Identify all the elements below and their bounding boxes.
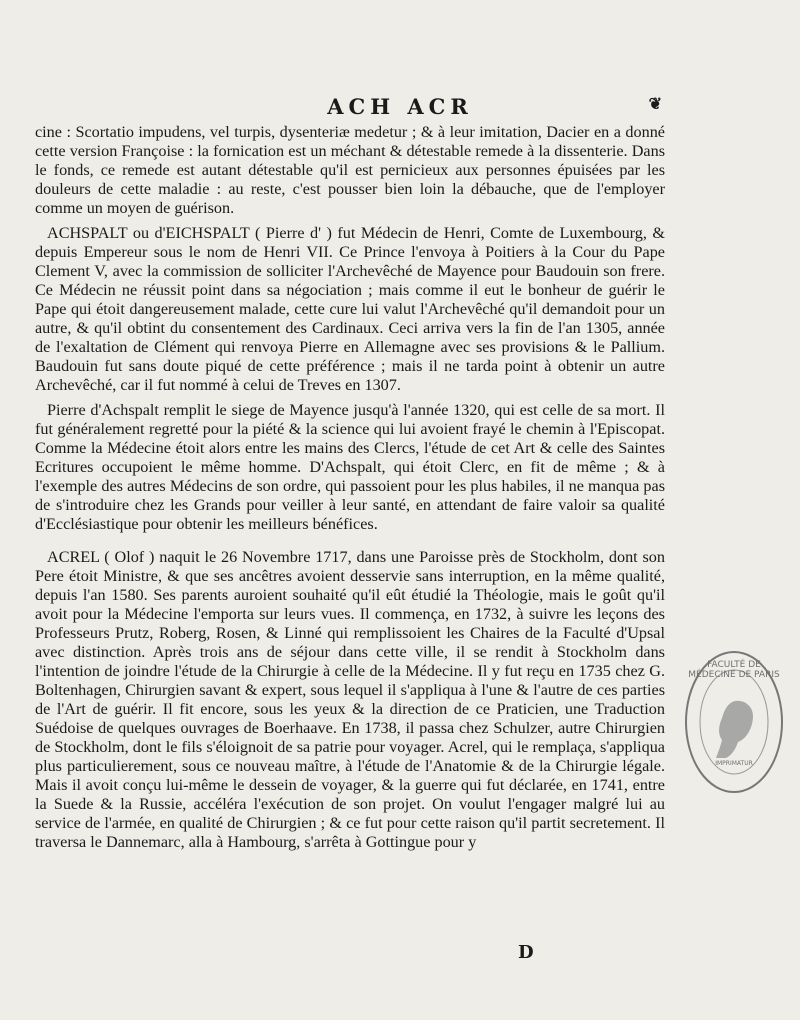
catchword: D [518,942,534,963]
paragraph-achspalt: ACHSPALT ou d'EICHSPALT ( Pierre d' ) fut Médecin de Henri, Comte de Luxembourg, & depuis Empereur sous le nom de Henri VII. Ce Prince l'envoya à Poitiers à la Cour du Pape Clement V, avec la commission de solliciter l'Archevêché de Mayence pour Baudouin son frere. Ce Médecin ne réussit point dans sa négociation ; mais comme il eut le bonheur de guérir le Pape qui étoit dangereusement malade, cette cure lui valut l'Archevêché qu'il demandoit pour un autre, & qu'il obtint du consentement des Cardinaux. Ceci arriva vers la fin de l'an 1305, année de l'exaltation de Clément qui renvoya Pierre en Allemagne avec ses provisions & le Pallium. Baudouin fut sans doute piqué de cette préférence ; mais il ne tarda point à obtenir un autre Archevêché, car il fut nommé à celui de Treves en 1307. [35,224,665,394]
paragraph-achspalt-2: Pierre d'Achspalt remplit le siege de Mayence jusqu'à l'année 1320, qui est celle de sa mort. Il fut généralement regretté pour la piété & la science qui lui avoient frayé le chemin à l'Episcopat. Comme la Médecine étoit alors entre les mains des Clercs, l'étude de cet Art & celle des Saintes Ecritures occupoient le même homme. D'Achspalt, qui étoit Clerc, en fit de même ; & à l'exemple des autres Médecins de son ordre, qui passoient pour les plus habiles, il ne manqua pas de s'introduire chez les Grands pour veiller à leur santé, en attendant de faire valoir sa qualité d'Ecclésiastique pour obtenir les meilleurs bénéfices. [35,401,665,533]
ornament-icon: ❦ [648,94,662,113]
stamp-text [686,650,782,794]
library-stamp [682,648,786,796]
paragraph-continuation: cine : Scortatio impudens, vel turpis, dysenteriæ medetur ; & à leur imitation, Dacier en a donné cette version Françoise : la fornication est un méchant & détestable remede à la dissenterie. Dans le fonds, ce remede est autant détestable qu'il est pernicieux aux personnes épuisées par les douleurs de cette maladie : au reste, c'est pousser bien loin la débauche, que de l'employer comme un moyen de guérison. [35,123,665,217]
stamp-top-text: FACULTÉ DE MÉDECINE DE PARIS [688,660,780,680]
running-header [0,94,800,119]
paragraph-acrel: ACREL ( Olof ) naquit le 26 Novembre 1717, dans une Paroisse près de Stockholm, dont son Pere étoit Ministre, & que ses ancêtres avoient desservie sans interruption, en la même qualité, depuis l'an 1580. Ses parents auroient souhaité qu'il eût étudié la Théologie, mais le goût qu'il avoit pour la Médecine l'emporta sur leurs vues. Il commença, en 1732, à suivre les leçons des Professeurs Prutz, Roberg, Rosen, & Linné qui remplissoient les Chaires de la Faculté d'Upsal avec distinction. Après trois ans de séjour dans cette ville, il se rendit à Stockholm dans l'intention de joindre l'étude de la Chirurgie à celle de la Médecine. Il y fut reçu en 1735 chez G. Boltenhagen, Chirurgien savant & expert, sous lequel il s'appliqua à l'une & l'autre de ces parties de l'Art de guérir. Il fit encore, sous les yeux & la direction de ce Praticien, une Traduction Suédoise de quelques ouvrages de Boerhaave. En 1738, il passa chez Schulzer, autre Chirurgien de Stockholm, dont le fils s'éloignoit de sa patrie pour voyager. Acrel, qui le remplaça, s'appliqua plus particulierement, sous ce nouveau maître, à l'étude de l'Anatomie & de la Chirurgie légale. Mais il avoit conçu lui-même le dessein de voyager, & la guerre qui fut déclarée, en 1741, entre la Suede & la Russie, accéléra l'exécution de son projet. On voulut l'engager malgré lui au service de l'armée, en qualité de Chirurgien ; & ce fut pour cette raison qu'il partit secretement. Il traversa le Dannemarc, alla à Hambourg, s'arrêta à Gottingue pour y [35,548,665,851]
header-title: ACH ACR [327,94,473,119]
stamp-bottom-text: IMPRIMATUR [715,760,753,767]
body-text [35,123,665,852]
